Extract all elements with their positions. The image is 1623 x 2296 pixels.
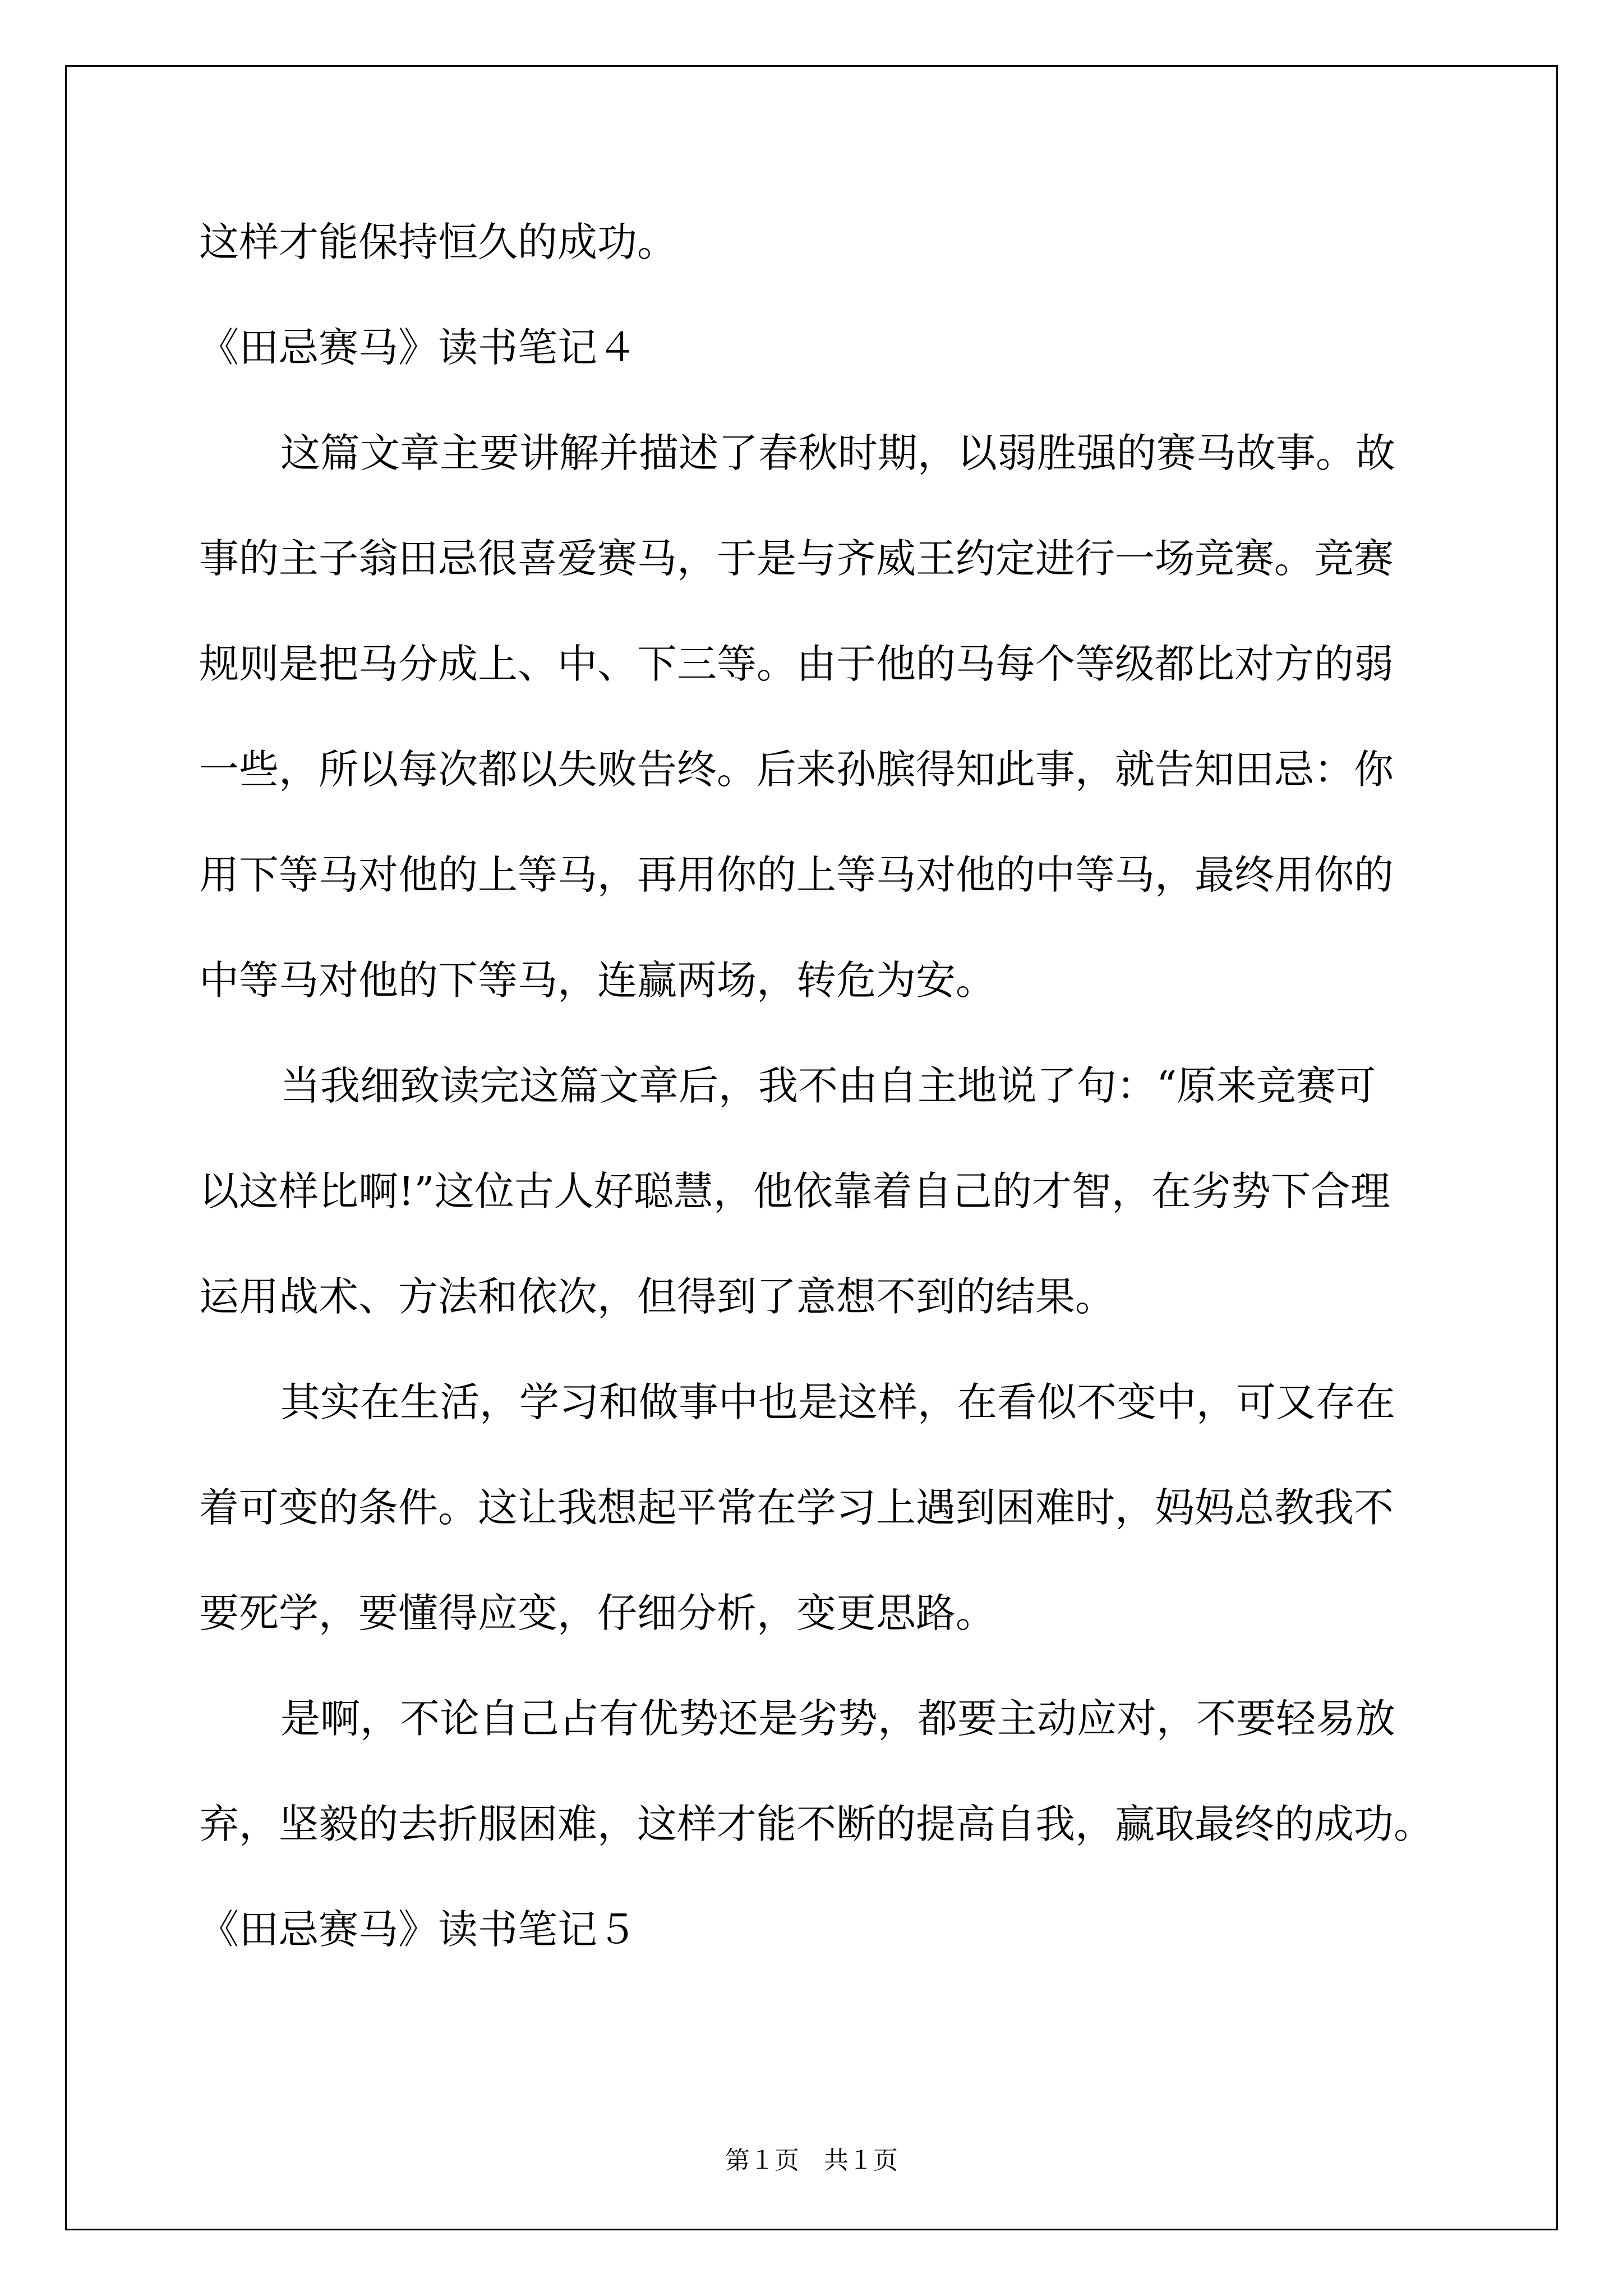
body-text-line: 中等马对他的下等马，连赢两场，转危为安。 [199,957,996,1004]
body-text-line: 这篇文章主要讲解并描述了春秋时期，以弱胜强的赛马故事。故 [280,430,1396,476]
body-text-line: 着可变的条件。这让我想起平常在学习上遇到困难时，妈妈总教我不 [199,1484,1394,1531]
page-number-footer: 第１页 共１页 [725,2146,898,2175]
body-text-line: 以这样比啊!”这位古人好聪慧，他依靠着自己的才智，在劣势下合理 [199,1168,1390,1214]
section-heading-4: 《田忌赛马》读书笔记４ [199,324,638,371]
section-heading-5: 《田忌赛马》读书笔记５ [199,1906,638,1953]
body-text-line: 其实在生活，学习和做事中也是这样，在看似不变中，可又存在 [280,1379,1396,1425]
body-text-line: 事的主子翁田忌很喜爱赛马，于是与齐威王约定进行一场竞赛。竞赛 [199,535,1394,582]
body-text-line: 运用战术、方法和依次，但得到了意想不到的结果。 [199,1273,1115,1320]
body-text-line: 当我细致读完这篇文章后，我不由自主地说了句：“原来竞赛可 [280,1062,1376,1109]
body-text-line: 是啊，不论自己占有优势还是劣势，都要主动应对，不要轻易放 [280,1695,1396,1742]
page-border [65,65,1558,2230]
body-text-line: 要死学，要懂得应变，仔细分析，变更思路。 [199,1590,996,1636]
body-text-line: 规则是把马分成上、中、下三等。由于他的马每个等级都比对方的弱 [199,641,1394,687]
body-text-line: 一些，所以每次都以失败告终。后来孙膑得知此事，就告知田忌：你 [199,746,1394,793]
body-text-line: 弃，坚毅的去折服困难，这样才能不断的提高自我，赢取最终的成功。 [199,1801,1434,1847]
body-text-line: 用下等马对他的上等马，再用你的上等马对他的中等马，最终用你的 [199,852,1394,898]
body-text-line: 这样才能保持恒久的成功。 [199,219,677,265]
